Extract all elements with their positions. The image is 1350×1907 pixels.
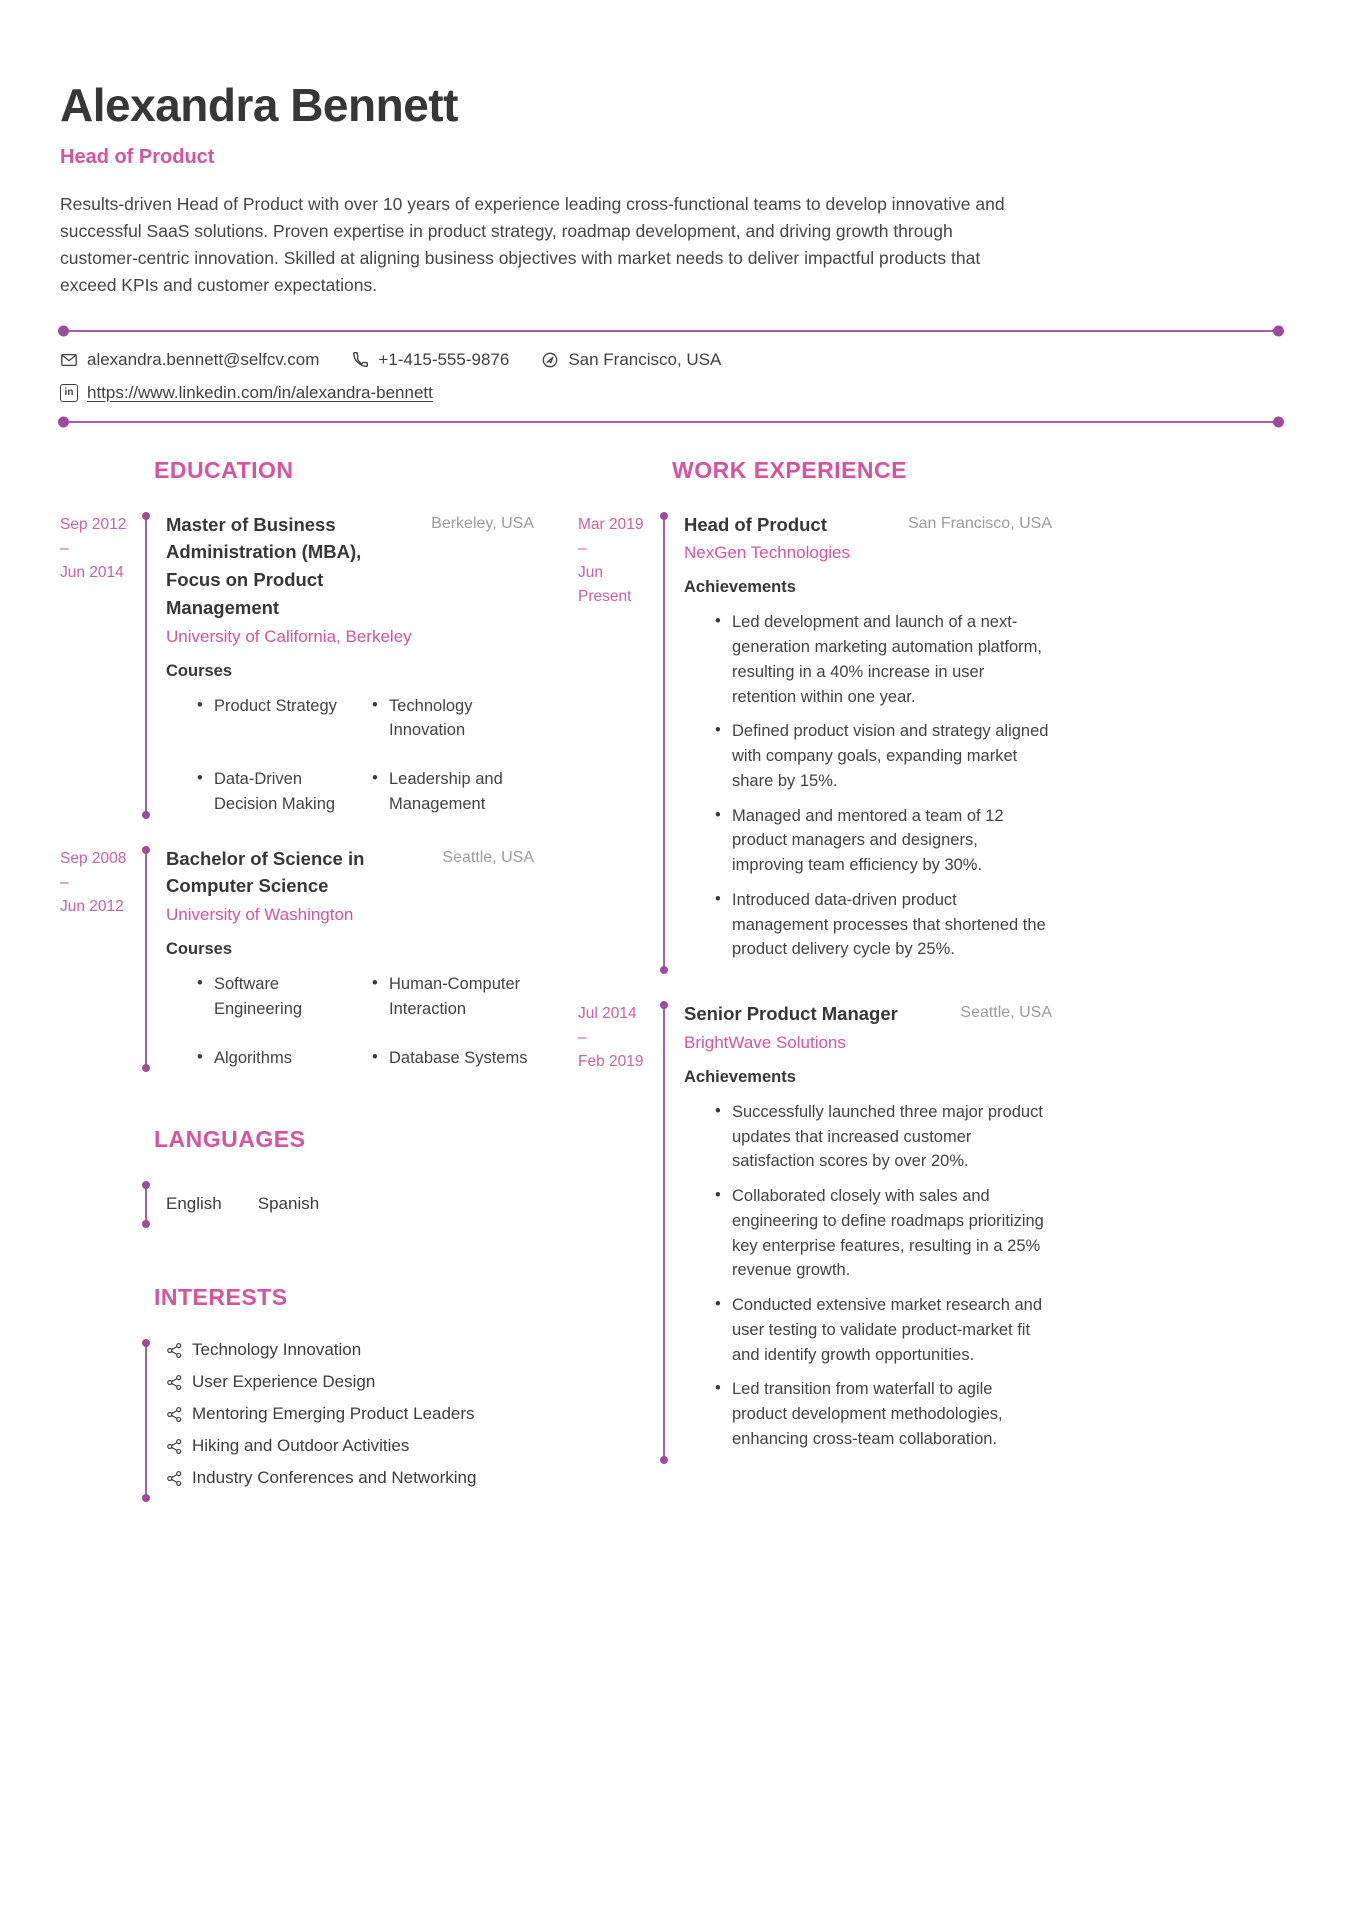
achievements-label: Achievements (684, 1067, 796, 1086)
interest-label: Hiking and Outdoor Activities (192, 1436, 410, 1456)
achievements-list (684, 1100, 1052, 1452)
courses-label: Courses (166, 940, 233, 958)
course-item: • Algorithms (196, 1046, 359, 1071)
achievement-item: • Defined product vision and strategy aligned with company goals, expanding market share by 15%. (714, 719, 1052, 793)
date-line: Sep 2008 (60, 849, 127, 867)
entry-head (166, 511, 534, 622)
work-entry (578, 1000, 1052, 1462)
education-entry (60, 845, 534, 1071)
degree-title: Bachelor of Science in Computer Science (166, 847, 365, 897)
achievement-item: • Conducted extensive market research and user testing to validate product-market fit and identify growth opportunities. (714, 1293, 1052, 1367)
contact-row-main (60, 350, 1290, 370)
interest-item (166, 1372, 534, 1392)
achievement-item: • Led development and launch of a next-generation marketing automation platform, resulting in a 40% increase in user retention within one year. (714, 610, 1052, 709)
company-name: NexGen Technologies (684, 543, 851, 563)
interests-block (60, 1338, 534, 1500)
courses-list (166, 972, 534, 1070)
entry-content (672, 511, 1052, 973)
entry-dates (60, 1180, 138, 1228)
entry-head (684, 1000, 1052, 1028)
language-item: Spanish (257, 1194, 320, 1214)
entry-location: Seattle, USA (442, 848, 534, 866)
linkedin-icon (60, 384, 78, 402)
timeline (138, 1338, 154, 1500)
entry-dates (578, 1000, 656, 1462)
languages-heading: LANGUAGES (154, 1126, 306, 1153)
date-line: Mar 2019 (578, 515, 644, 533)
entry-location: San Francisco, USA (907, 514, 1052, 532)
achievement-item: • Managed and mentored a team of 12 product managers and designers, improving team efficiency by 30%. (714, 804, 1052, 878)
linkedin-icon-label: in (64, 387, 74, 398)
date-line: Present (578, 587, 632, 605)
date-line: – (60, 873, 69, 891)
date-line: Jun (578, 563, 603, 581)
person-name: Alexandra Bennett (60, 79, 458, 131)
contact-section (60, 350, 1290, 403)
company-name: BrightWave Solutions (684, 1032, 846, 1052)
interest-icon (166, 1470, 183, 1487)
interest-label: Technology Innovation (192, 1340, 362, 1360)
interest-item (166, 1404, 534, 1424)
interests-heading: INTERESTS (154, 1284, 288, 1311)
education-heading: EDUCATION (154, 456, 294, 483)
achievement-item: • Successfully launched three major product updates that increased customer satisfaction scores by over 20%. (714, 1100, 1052, 1174)
course-item: • Database Systems (371, 1046, 534, 1071)
entry-location: Berkeley, USA (431, 514, 534, 532)
timeline (138, 1180, 154, 1228)
date-line: Jun 2012 (60, 897, 124, 915)
interests-list (154, 1338, 534, 1500)
date-line: Sep 2012 (60, 515, 127, 533)
resume-header (60, 78, 1290, 300)
course-item: • Data-Driven Decision Making (196, 767, 359, 817)
interest-label: Industry Conferences and Networking (192, 1468, 477, 1488)
entry-head (684, 511, 1052, 539)
entry-content (154, 845, 534, 1071)
work-heading: WORK EXPERIENCE (672, 456, 907, 483)
degree-title: Master of Business Administration (MBA), Focus on Product Management (166, 513, 362, 618)
location-icon (541, 351, 559, 369)
interest-icon (166, 1342, 183, 1359)
date-line: Jun 2014 (60, 563, 124, 581)
entry-dates (60, 845, 138, 1071)
entry-dates (60, 511, 138, 817)
person-job-title: Head of Product (60, 146, 215, 168)
course-item: • Product Strategy (196, 694, 359, 744)
left-column (60, 455, 534, 1529)
languages-row (60, 1180, 534, 1228)
course-item: • Human-Computer Interaction (371, 972, 534, 1022)
job-title: Head of Product (684, 513, 827, 535)
course-item: • Leadership and Management (371, 767, 534, 817)
achievements-label: Achievements (684, 578, 796, 597)
date-line: Feb 2019 (578, 1053, 644, 1071)
contact-phone (351, 350, 509, 370)
location-text: San Francisco, USA (568, 349, 722, 369)
interest-label: User Experience Design (192, 1372, 376, 1392)
interest-item (166, 1468, 534, 1488)
entry-location: Seattle, USA (960, 1004, 1052, 1021)
achievement-item: • Led transition from waterfall to agile product development methodologies, enhancing cross-team collaboration. (714, 1377, 1052, 1451)
linkedin-link[interactable]: https://www.linkedin.com/in/alexandra-bennett (87, 382, 433, 402)
divider-bottom (60, 421, 1282, 423)
courses-list (166, 694, 534, 817)
contact-linkedin (60, 383, 433, 403)
languages-list (154, 1180, 534, 1228)
divider-top (60, 330, 1282, 332)
date-line: – (578, 1029, 587, 1047)
email-text: alexandra.bennett@selfcv.com (87, 349, 320, 369)
contact-email (60, 350, 319, 370)
courses-label: Courses (166, 661, 233, 680)
work-entry (578, 511, 1052, 973)
timeline (656, 511, 672, 973)
achievement-item: • Introduced data-driven product management processes that shortened the product delivery cycle by 25%. (714, 888, 1052, 962)
entry-dates (60, 1338, 138, 1500)
date-line: – (578, 539, 587, 557)
school-name: University of Washington (166, 905, 354, 924)
contact-row-linkedin (60, 383, 1290, 403)
education-entry (60, 511, 534, 817)
interest-icon (166, 1374, 183, 1391)
entry-dates (578, 511, 656, 973)
interest-label: Mentoring Emerging Product Leaders (192, 1404, 475, 1424)
language-item: English (166, 1194, 222, 1214)
timeline (138, 511, 154, 817)
email-icon (60, 351, 78, 369)
timeline (656, 1000, 672, 1462)
resume-columns (60, 455, 1290, 1529)
school-name: University of California, Berkeley (166, 626, 412, 646)
entry-content (672, 1000, 1052, 1462)
interest-icon (166, 1438, 183, 1455)
interest-item (166, 1436, 534, 1456)
course-item: • Software Engineering (196, 972, 359, 1022)
job-title: Senior Product Manager (684, 1003, 898, 1024)
interest-item (166, 1340, 534, 1360)
summary-text: Results-driven Head of Product with over 10 years of experience leading cross-functional teams to develop innovative and successful SaaS solutions. Proven expertise in product strategy, roadmap development, and driving growth through customer-centric innovation. Skilled at aligning business objectives with market needs to deliver impactful products that exceed KPIs and customer expectations. (60, 194, 1005, 296)
entry-content (154, 511, 534, 817)
achievement-item: • Collaborated closely with sales and engineering to define roadmaps prioritizing key enterprise features, resulting in a 25% revenue growth. (714, 1184, 1052, 1283)
right-column (578, 455, 1052, 1529)
course-item: • Technology Innovation (371, 694, 534, 744)
achievements-list (684, 610, 1052, 962)
date-line: Jul 2014 (578, 1005, 637, 1022)
phone-text: +1-415-555-9876 (378, 349, 510, 369)
interest-icon (166, 1406, 183, 1423)
entry-head (166, 845, 534, 901)
contact-location (541, 350, 721, 370)
date-line: – (60, 539, 69, 557)
timeline (138, 845, 154, 1071)
phone-icon (351, 351, 369, 369)
